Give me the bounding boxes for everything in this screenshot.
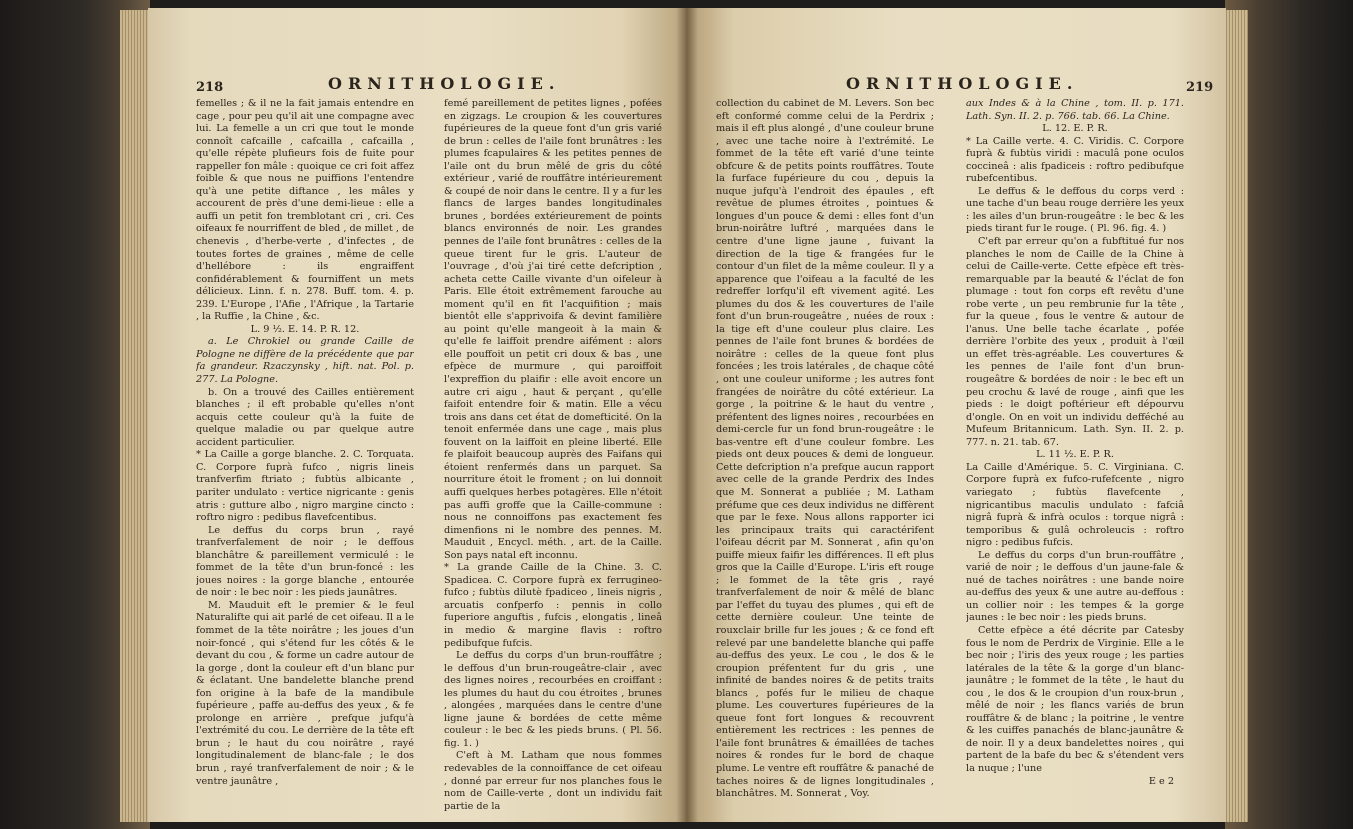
paragraph: collection du cabinet de M. Levers. Son bec eft conformé comme celui de la Perdrix ; mais il eft plus alongé , d'une couleur brune , avec une tache noire à l'extrémité. Le fommet de la tête eft varié d'une teinte obfcure & de petits points rouffâtres. Toute la furface fupérieure du cou , depuis la nuque jufqu'à l'endroit des épaules , eft revêtue de plumes étroites , pointues & longues d'un pouce & demi : elles font d'un brun-noirâtre luftré , marquées dans le centre d'une ligne jaune , fuivant la direction de la tige & frangées fur le contour d'un filet de la même couleur. Il y a apparence que l'oifeau a la faculté de les redreffer lorfqu'il eft vivement agité. Les plumes du dos & les couvertures de l'aile font d'un brun-rougeâtre , nuées de roux : la tige eft d'une couleur plus claire. Les pennes de l'aile font brunes & bordées de noirâtre : celles de la queue font plus foncées ; les trois latérales , de chaque côté , ont une couleur uniforme ; les autres font frangées de noirâtre du côté extérieur. La gorge , la poitrine & le haut du ventre , préfentent des lignes noires , recourbées en demi-cercle fur un fond brun-rougeâtre : le bas-ventre eft d'une couleur fombre. Les pieds ont deux pouces & demi de longueur. Cette defcription n'a prefque aucun rapport avec celle de la grande Perdrix des Indes que M. Sonnerat a publiée ; M. Latham préfume que ces deux individus ne diffèrent que par le fexe. Nous allons rapporter ici les principaux traits qui caractérifent l'oifeau décrit par M. Sonnerat , afin qu'on puiffe mieux faifir les différences. Il eft plus gros que la Caille d'Europe. L'iris eft rouge ; le fommet de la tête gris , rayé tranfverfalement de noir & mêlé de blanc par l'effet du tuyau des plumes , qui eft de cette dernière couleur. Une teinte de rouxclair brille fur les joues ; & ce fond eft relevé par une bandelette blanche qui paffe au-deffus des yeux. Le cou , le dos & le croupion préfentent fur du gris , une infinité de bandes noires & de petits traits blancs , pofés fur le milieu de chaque plume. Les couvertures fupérieures de la queue font fort longues & recouvrent entièrement les rectrices : les pennes de l'aile font brunâtres & émaillées de taches noires & rondes fur le bord de chaque plume. Le ventre eft rouffâtre & panaché de taches noires & de lignes longitudinales , blanchâtres. M. Sonnerat , Voy.: [716, 98, 934, 800]
paragraph: La Caille d'Amérique. 5. C. Virginiana. C. Corpore fuprà ex fufco-rufefcente , nigro variegato ; fubtùs flavefcente , nigricantibus maculis undulato : fafciâ nigrâ fuprà & infrà oculos : torque nigrâ : temporibus & gulâ ochroleucis : roftro nigro : pedibus fufcis.: [966, 461, 1184, 549]
paragraph: M. Mauduit eft le premier & le feul Naturalifte qui ait parlé de cet oifeau. Il a le fommet de la tête noirâtre ; les joues d'un noir-foncé , qui s'étend fur les côtés & le devant du cou , & forme un cadre autour de la gorge , dont la couleur eft d'un blanc pur & éclatant. Une bandelette blanche prend fon origine à la bafe de la mandibule fupérieure , paffe au-deffus des yeux , & fe prolonge en arrière , prefque jufqu'à l'extrémité du cou. Le derrière de la tête eft brun ; le haut du cou noirâtre , rayé longitudinalement de blanc-fale ; le dos brun , rayé tranfverfalement de noir ; & le ventre jaunâtre ,: [196, 599, 414, 787]
right-page: [686, 8, 1226, 822]
paragraph: * La Caille verte. 4. C. Viridis. C. Corpore fuprà & fubtùs viridi : maculâ pone oculos coccineâ : alis fpadiceis : roftro pedibufque rubefcentibus.: [966, 135, 1184, 185]
paragraph: * La Caille a gorge blanche. 2. C. Torquata. C. Corpore fuprà fufco , nigris lineis tranfverfim ftriato ; fubtùs albicante , pariter undulato : vertice nigricante : genis atris : gutture albo , nigro margine cincto : roftro nigro : pedibus flavefcentibus.: [196, 449, 414, 524]
paragraph: Le deffus du corps d'un brun-rouffâtre , varié de noir ; le deffous d'un jaune-fale & nué de taches noirâtres : une bande noire au-deffus des yeux & une autre au-deffous : un collier noir : les tempes & la gorge jaunes : le bec noir : les pieds bruns.: [966, 549, 1184, 624]
right-page-stack: [1226, 10, 1248, 822]
right-page-column-2: [966, 98, 1184, 788]
paragraph: Le deffus du corps d'un brun-rouffâtre ; le deffous d'un brun-rougeâtre-clair , avec des lignes noires , recourbées en croiffant : les plumes du haut du cou étroites , brunes , alongées , marquées dans le centre d'une ligne jaune & bordées de cette même couleur : le bec & les pieds bruns. ( Pl. 56. fig. 1. ): [444, 650, 662, 749]
page-number-right: 219: [1186, 80, 1214, 95]
left-page-stack: [120, 10, 148, 822]
running-head-left: ORNITHOLOGIE.: [328, 74, 561, 93]
left-page-column-2: [444, 98, 662, 813]
book-gutter: [676, 8, 698, 822]
paragraph: L. 9 ½. E. 14. P. R. 12.: [250, 323, 360, 335]
paragraph: * La grande Caille de la Chine. 3. C. Spadicea. C. Corpore fuprà ex ferrugineo-fufco ; fubtùs dilutè fpadiceo , lineis nigris , arcuatis confperfo : pennis in collo fuperiore anguftis , fufcis , elongatis , lineâ in medio & margine flavis : roftro pedibufque fufcis.: [444, 562, 662, 649]
paragraph: femelles ; & il ne la fait jamais entendre en cage , pour peu qu'il ait une compagne avec lui. La femelle a un cri que tout le monde connoît cafcaille , cafcailla , cafcailla , qu'elle répète plufieurs fois de fuite pour rappeller fon mâle : quoique ce cri foit affez foible & que nous ne puiffions l'entendre qu'à une petite diftance , les mâles y accourent de près d'une demi-lieue : elle a auffi un petit fon tremblotant cri , cri. Ces oifeaux fe nourriffent de bled , de millet , de chenevis , d'herbe-verte , d'infectes , de toutes fortes de graines , même de celle d'hellébore : ils engraiffent confidérablement & fourniffent un mets délicieux. Linn. f. n. 278. Buff. tom. 4. p. 239. L'Europe , l'Afie , l'Afrique , la Tartarie , la Ruffie , la Chine , &c.: [196, 98, 414, 323]
paragraph: aux Indes & à la Chine , tom. II. p. 171. Lath. Syn. II. 2. p. 766. tab. 66. La Chine.: [966, 98, 1184, 122]
paragraph: Le deffus du corps brun , rayé tranfverfalement de noir ; le deffous blanchâtre & pareillement vermiculé : le fommet de la tête d'un brun-foncé : les joues noires : la gorge blanche , entourée de noir : le bec noir : les pieds jaunâtres.: [196, 524, 414, 599]
paragraph: a. Le Chrokiel ou grande Caille de Pologne ne diffère de la précédente que par fa grandeur. Rzaczynsky , hift. nat. Pol. p. 277. La Pologne.: [196, 336, 414, 386]
paragraph: E e 2: [1148, 775, 1174, 787]
paragraph: femé pareillement de petites lignes , pofées en zigzags. Le croupion & les couvertures fupérieures de la queue font d'un gris varié de brun : celles de l'aile font brunâtres : les plumes fcapulaires & les petites pennes de l'aile ont du brun mêlé de gris du côté extérieur , varié de rouffâtre intérieurement & coupé de noir dans le centre. Il y a fur les flancs de larges bandes longitudinales brunes , bordées extérieurement de points blancs environnés de noir. Les grandes pennes de l'aile font brunâtres : celles de la queue tirent fur le gris. L'auteur de l'ouvrage , d'où j'ai tiré cette defcription , acheta cette Caille vivante d'un oifeleur à Paris. Elle étoit extrêmement farouche au moment qu'il en fit l'acquifition ; mais bientôt elle s'apprivoifa & devint familière au point qu'elle mangeoit à la main & qu'elle fe laiffoit prendre aifément : alors elle pouffoit un petit cri doux & bas , une efpèce de murmure , qui paroiffoit l'expreffion du plaifir : elle avoit encore un autre cri aigu , haut & perçant , qu'elle faifoit entendre foir & matin. Elle a vécu trois ans dans cet état de domefticité. On la tenoit enfermée dans une cage , mais plus fouvent on la laiffoit en pleine liberté. Elle fe plaifoit beaucoup auprès des Faifans qui étoient renfermés dans un parquet. Sa nourriture étoit le froment ; on lui donnoit auffi quelques herbes potagères. Elle n'étoit pas auffi groffe que la Caille-commune : nous ne connoiffons pas exactement fes dimenfions ni le nombre des pennes. M. Mauduit , Encycl. méth. , art. de la Caille. Son pays natal eft inconnu.: [444, 98, 662, 561]
page-number-left: 218: [196, 80, 224, 95]
running-head-right: ORNITHOLOGIE.: [846, 74, 1079, 93]
paragraph: b. On a trouvé des Cailles entièrement blanches ; il eft probable qu'elles n'ont acquis cette couleur qu'à la fuite de quelque maladie ou par quelque autre accident particulier.: [196, 386, 414, 448]
paragraph: L. 12. E. P. R.: [1042, 123, 1108, 135]
paragraph: Cette efpèce a été décrite par Catesby fous le nom de Perdrix de Virginie. Elle a le bec noir ; l'iris des yeux rouge ; les parties latérales de la tête & la gorge d'un blanc-jaunâtre ; le fommet de la tête , le haut du cou , le dos & le croupion d'un roux-brun , mêlé de noir ; les flancs variés de brun rouffâtre & de blanc ; la poitrine , le ventre & les cuiffes panachés de blanc-jaunâtre & de noir. Il y a deux bandelettes noires , qui partent de la bafe du bec & s'étendent vers la nuque ; l'une: [966, 624, 1184, 774]
left-page: [148, 8, 686, 822]
paragraph: L. 11 ½. E. P. R.: [1036, 449, 1114, 461]
paragraph: Le deffus & le deffous du corps verd : une tache d'un beau rouge derrière les yeux : les ailes d'un brun-rougeâtre : le bec & les pieds tirant fur le rouge. ( Pl. 96. fig. 4. ): [966, 185, 1184, 235]
right-page-column-1: [716, 98, 934, 801]
paragraph: C'eft par erreur qu'on a fubftitué fur nos planches le nom de Caille de la Chine à celui de Caille-verte. Cette efpèce eft très-remarquable par la beauté & l'éclat de fon plumage : tout fon corps eft revêtu d'une robe verte , un peu rembrunie fur la tête , fur la queue , fous le ventre & autour de l'anus. Une belle tache écarlate , pofée derrière l'orbite des yeux , produit à l'œil un effet très-agréable. Les couvertures & les pennes de l'aile font d'un brun-rougeâtre & bordées de noir : le bec eft un peu crochu & lavé de rouge , ainfi que les pieds : le doigt poftérieur eft dépourvu d'ongle. On en voit un individu defféché au Mufeum Britannicum. Lath. Syn. II. 2. p. 777. n. 21. tab. 67.: [966, 236, 1184, 448]
paragraph: C'eft à M. Latham que nous fommes redevables de la connoiffance de cet oifeau , donné par erreur fur nos planches fous le nom de Caille-verte , dont un individu fait partie de la: [444, 750, 662, 812]
left-page-column-1: [196, 98, 414, 788]
